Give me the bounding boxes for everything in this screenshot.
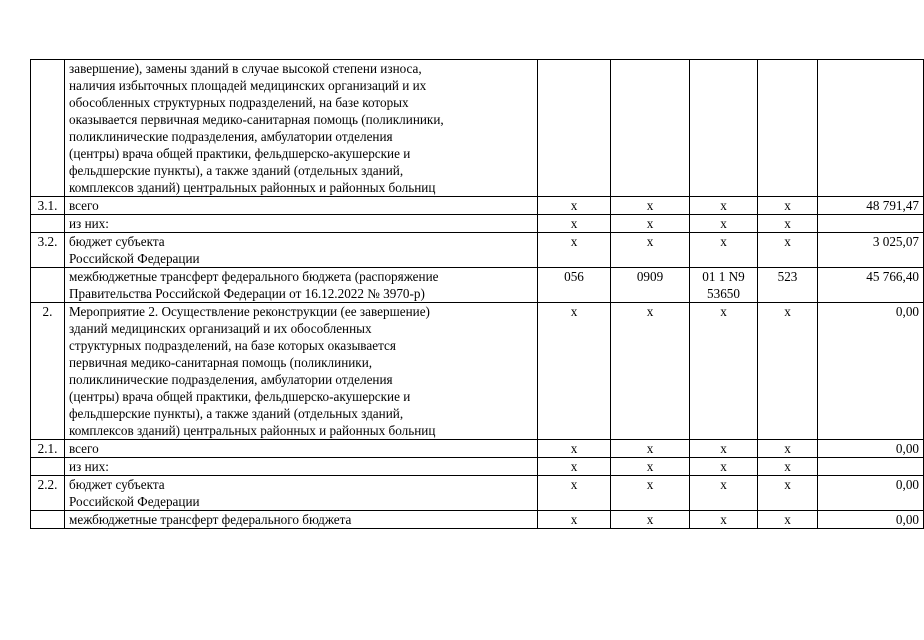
description-line: из них: (69, 216, 109, 231)
code-cell-c: х (690, 511, 758, 529)
table-body (31, 60, 924, 529)
code-cell-d: х (758, 197, 818, 215)
code-cell-c: х (690, 197, 758, 215)
code-cell-d: х (758, 215, 818, 233)
code-cell-d: х (758, 440, 818, 458)
code-cell-c: х (690, 458, 758, 476)
table-row (31, 303, 924, 440)
row-number (31, 268, 65, 303)
row-description (65, 215, 538, 233)
description-line: (центры) врача общей практики, фельдшерско-акушерские и (69, 146, 411, 161)
description-line: Мероприятие 2. Осуществление реконструкции (ее завершение) (69, 304, 430, 319)
row-number: 2.2. (31, 476, 65, 511)
table-row (31, 440, 924, 458)
row-description (65, 233, 538, 268)
amount-cell: 48 791,47 (818, 197, 924, 215)
code-cell-a: х (538, 440, 611, 458)
code-cell-c (690, 60, 758, 197)
description-line: (центры) врача общей практики, фельдшерско-акушерские и (69, 389, 411, 404)
row-description (65, 303, 538, 440)
code-cell-d: х (758, 476, 818, 511)
code-cell-d: х (758, 303, 818, 440)
description-line: всего (69, 198, 99, 213)
code-cell-c: х (690, 233, 758, 268)
code-cell-a: х (538, 511, 611, 529)
description-line: комплексов зданий) центральных районных и районных больниц (69, 423, 436, 438)
row-description (65, 197, 538, 215)
code-cell-a (538, 60, 611, 197)
code-cell-a: х (538, 215, 611, 233)
row-description (65, 511, 538, 529)
description-line: наличия избыточных площадей медицинских организаций и их (69, 78, 427, 93)
description-line: первичная медико-санитарная помощь (поликлиники, (69, 355, 373, 370)
description-line: завершение), замены зданий в случае высокой степени износа, (69, 61, 422, 76)
row-description (65, 476, 538, 511)
table-row (31, 511, 924, 529)
description-line: Российской Федерации (69, 494, 200, 509)
description-line: бюджет субъекта (69, 234, 165, 249)
amount-cell: 0,00 (818, 476, 924, 511)
row-description (65, 60, 538, 197)
code-cell-d: х (758, 458, 818, 476)
row-number: 2.1. (31, 440, 65, 458)
description-line: поликлинические подразделения, амбулатории отделения (69, 372, 393, 387)
code-cell-c: х (690, 440, 758, 458)
description-line: Правительства Российской Федерации от 16.12.2022 № 3970-р) (69, 286, 425, 301)
code-cell-b (611, 60, 690, 197)
row-number (31, 511, 65, 529)
description-line: оказывается первичная медико-санитарная помощь (поликлиники, (69, 112, 444, 127)
code-cell-d: 523 (758, 268, 818, 303)
description-line: Российской Федерации (69, 251, 200, 266)
code-cell-b: х (611, 197, 690, 215)
code-cell-b: х (611, 458, 690, 476)
code-cell-c: х (690, 476, 758, 511)
table-row (31, 476, 924, 511)
code-cell-a: х (538, 303, 611, 440)
description-line: из них: (69, 459, 109, 474)
amount-cell: 0,00 (818, 440, 924, 458)
table-row (31, 197, 924, 215)
row-number (31, 60, 65, 197)
table-row (31, 458, 924, 476)
row-number: 2. (31, 303, 65, 440)
code-cell-c: 01 1 N9 53650 (690, 268, 758, 303)
code-cell-c: х (690, 303, 758, 440)
code-cell-a: х (538, 197, 611, 215)
code-cell-b: х (611, 215, 690, 233)
amount-cell (818, 458, 924, 476)
code-cell-a: х (538, 476, 611, 511)
code-cell-b: х (611, 476, 690, 511)
code-cell-a: х (538, 458, 611, 476)
code-cell-d: х (758, 233, 818, 268)
description-line: межбюджетные трансферт федерального бюджета (69, 512, 352, 527)
description-line: обособленных структурных подразделений, на базе которых (69, 95, 409, 110)
table-row (31, 233, 924, 268)
budget-table (30, 59, 924, 529)
row-description (65, 458, 538, 476)
description-line: комплексов зданий) центральных районных и районных больниц (69, 180, 436, 195)
code-cell-a: 056 (538, 268, 611, 303)
code-cell-b: х (611, 233, 690, 268)
code-cell-d (758, 60, 818, 197)
code-cell-b: х (611, 303, 690, 440)
description-line: бюджет субъекта (69, 477, 165, 492)
description-line: фельдшерские пункты), а также зданий (отдельных зданий, (69, 163, 404, 178)
table-row (31, 215, 924, 233)
amount-cell: 3 025,07 (818, 233, 924, 268)
row-description (65, 268, 538, 303)
row-description (65, 440, 538, 458)
code-cell-b: х (611, 511, 690, 529)
code-cell-b: х (611, 440, 690, 458)
amount-cell: 0,00 (818, 511, 924, 529)
code-cell-a: х (538, 233, 611, 268)
row-number: 3.1. (31, 197, 65, 215)
amount-cell (818, 60, 924, 197)
description-line: структурных подразделений, на базе которых оказывается (69, 338, 396, 353)
description-line: поликлинические подразделения, амбулатории отделения (69, 129, 393, 144)
description-line: межбюджетные трансферт федерального бюджета (распоряжение (69, 269, 439, 284)
description-line: зданий медицинских организаций и их обособленных (69, 321, 372, 336)
row-number (31, 458, 65, 476)
amount-cell: 0,00 (818, 303, 924, 440)
description-line: фельдшерские пункты), а также зданий (отдельных зданий, (69, 406, 404, 421)
row-number: 3.2. (31, 233, 65, 268)
row-number (31, 215, 65, 233)
code-cell-c: х (690, 215, 758, 233)
code-cell-b: 0909 (611, 268, 690, 303)
code-cell-d: х (758, 511, 818, 529)
description-line: всего (69, 441, 99, 456)
amount-cell (818, 215, 924, 233)
table-row (31, 268, 924, 303)
amount-cell: 45 766,40 (818, 268, 924, 303)
table-row (31, 60, 924, 197)
